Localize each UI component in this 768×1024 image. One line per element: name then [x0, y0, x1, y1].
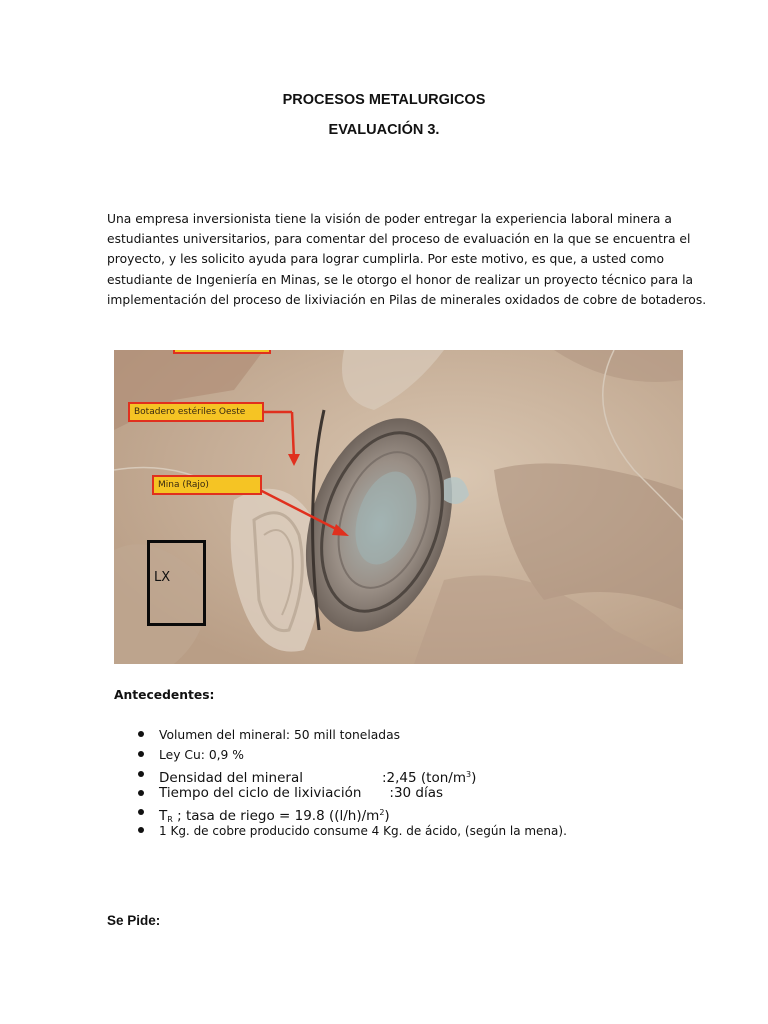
ley-text: Ley Cu: 0,9 % — [159, 748, 244, 762]
tiempo-label: Tiempo del ciclo de lixiviación — [159, 785, 362, 801]
intro-line: estudiante de Ingeniería en Minas, se le otorgo el honor de realizar un proyecto técnico para la — [107, 272, 694, 287]
tasa-subscript: R — [167, 815, 173, 824]
tasa-close: ) — [384, 808, 390, 824]
document-title: PROCESOS METALURGICOS — [282, 92, 486, 108]
tiempo-value: :30 días — [389, 785, 444, 801]
map-label-mine-pit: Mina (Rajo) — [152, 475, 262, 495]
densidad-label: Densidad del mineral — [159, 770, 303, 786]
tasa-exponent: 2 — [379, 808, 385, 817]
antecedentes-heading: Antecedentes: — [114, 688, 215, 702]
intro-line: proyecto, y les solicito ayuda para lograr cumplirla. Por este motivo, es que, a usted como — [107, 252, 665, 267]
lx-label: LX — [154, 570, 171, 585]
tasa-text: ; tasa de riego = 19.8 ((l/h)/m — [172, 808, 380, 824]
lx-area-box — [147, 540, 206, 626]
antecedentes-list — [138, 725, 567, 840]
list-item — [138, 745, 567, 765]
densidad-value: :2,45 (ton/m — [382, 770, 466, 786]
list-item — [138, 803, 567, 822]
list-item — [138, 725, 567, 745]
intro-paragraph — [107, 209, 707, 310]
intro-line: implementación del proceso de lixiviación en Pilas de minerales oxidados de cobre de botaderos. — [107, 292, 707, 307]
acido-text: 1 Kg. de cobre producido consume 4 Kg. de ácido, (según la mena). — [159, 824, 567, 838]
list-item — [138, 765, 567, 784]
volumen-text: Volumen del mineral: 50 mill toneladas — [159, 728, 401, 742]
document-subtitle: EVALUACIÓN 3. — [328, 122, 440, 138]
map-label-waste-dump-west: Botadero estériles Oeste — [128, 402, 264, 422]
list-item — [138, 784, 567, 803]
densidad-exponent: 3 — [465, 770, 472, 779]
intro-line: Una empresa inversionista tiene la visión de poder entregar la experiencia laboral minera a — [107, 212, 672, 226]
densidad-close: ) — [471, 770, 477, 786]
tasa-symbol: T — [159, 808, 168, 824]
mine-satellite-map — [114, 350, 683, 664]
intro-line: estudiantes universitarios, para comentar del proceso de evaluación en la que se encuentra el — [107, 232, 691, 247]
se-pide-heading: Se Pide: — [107, 913, 161, 928]
list-item — [138, 822, 567, 840]
